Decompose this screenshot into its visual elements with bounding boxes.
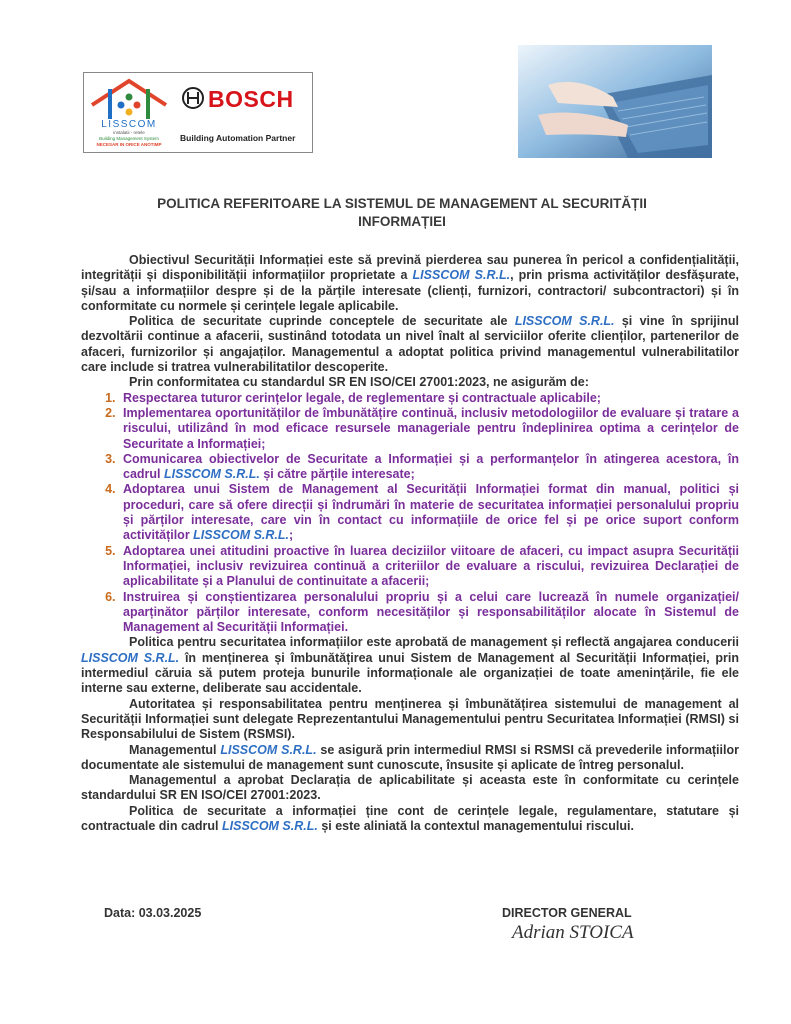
- lisscom-tagline-3: NECESAR IN ORICE ANOTIMP: [96, 142, 162, 147]
- list-item: 6. Instruirea și conștientizarea personalului propriu și a celui care lucrează în numele organizației/ aparținător părților interesate, conform necesităților și responsabilităților alocate în Sistemul de Management al Securității Informației.: [119, 590, 739, 636]
- lisscom-tagline-1: instalatii - retele: [113, 130, 145, 135]
- paragraph-approval: Politica pentru securitatea informațiilor este aprobată de management și reflectă angajarea conducerii LISSCOM S.R.L. în menținerea și îmbunătățirea unui Sistem de Management al Securității Informației, prin intermediul căruia să putem proteja bunurile informaționale ale organizației de toate amenințările, fie ele interne sau externe, deliberate sau accidentale.: [81, 635, 739, 696]
- bosch-subtitle: Building Automation Partner: [180, 133, 296, 143]
- paragraph-conformity: Prin conformitatea cu standardul SR EN ISO/CEI 27001:2023, ne asigurăm de:: [129, 375, 589, 390]
- list-item: 1. Respectarea tuturor cerințelor legale, de reglementare și contractuale aplicabile;: [119, 391, 739, 406]
- bosch-armature-icon: [182, 87, 204, 109]
- list-item: 2. Implementarea oportunităților de îmbunătățire continuă, inclusiv metodologiilor de evaluare și tratare a riscului, utilizând în mod eficace resursele manageriale pentru îndeplinirea optima a cerințelor de Securitate a Informației;: [119, 406, 739, 452]
- policy-body: [81, 253, 739, 834]
- company-name: LISSCOM S.R.L.: [193, 528, 290, 543]
- paragraph-legal-context: Politica de securitate a informației ține cont de cerințele legale, regulamentare, statutare și contractuale din cadrul LISSCOM S.R.L. și este aliniată la contextul managementului riscului.: [81, 803, 739, 833]
- lisscom-name: LISSCOM: [101, 119, 157, 130]
- bosch-brand: BOSCH: [208, 86, 294, 112]
- commitments-list: [81, 391, 739, 636]
- company-name: LISSCOM S.R.L.: [222, 818, 318, 833]
- paragraph-declaration: Managementul a aprobat Declarația de aplicabilitate și aceasta este în conformitate cu cerințele standardului SR EN ISO/CEI 27001:2023.: [81, 773, 739, 803]
- list-item: 5. Adoptarea unei atitudini proactive în luarea deciziilor viitoare de afaceri, cu impact asupra Securității Informației, inclusiv revizuirea continuă a criteriilor de evaluare a riscului, revizuirea Declarației de aplicabilitate și a Planului de continuitate a afacerii;: [119, 544, 739, 590]
- signature: Adrian STOICA: [512, 922, 634, 943]
- signatory-role: DIRECTOR GENERAL: [502, 906, 632, 920]
- list-item: 4. Adoptarea unui Sistem de Management al Securității Informației format din manual, politici și proceduri, care să ofere direcții și îndrumări în materie de securitatea informației personalului propriu și părților interesate, care vin în contact cu informațiile de orice fel și pe orice suport conform activităților LISSCOM S.R.L.;: [119, 482, 739, 543]
- paragraph-management: Managementul LISSCOM S.R.L. se asigură prin intermediul RMSI si RSMSI că prevederile informațiilor documentate ale sistemului de management sunt cunoscute, însusite și aplicate de întreg personalul.: [81, 742, 739, 772]
- partner-logo-box: [83, 72, 313, 153]
- company-name: LISSCOM S.R.L.: [164, 467, 260, 482]
- company-name: LISSCOM S.R.L.: [81, 650, 180, 665]
- paragraph-objective: Obiectivul Securității Informației este să prevină pierderea sau punerea în pericol a confidențialității, integrității și disponibilității informațiilor proprietate a LISSCOM S.R.L., prin prisma activităților desfășurate, și/sau a informațiilor despre și de la părțile interesate (clienți, furnizori, contractori/ subcontractori) și în conformitate cu normele și cerințele legale aplicabile.: [81, 253, 740, 313]
- document-title: POLITICA REFERITOARE LA SISTEMUL DE MANAGEMENT AL SECURITĂȚII INFORMAȚIEI: [157, 196, 647, 229]
- lisscom-logo: [86, 75, 172, 151]
- paragraph-authority: Autoritatea și responsabilitatea pentru menținerea și îmbunătățirea sistemului de management al Securității Informației sunt delegate Reprezentantului Managementului pentru Securitatea Informației (RMSI) si Responsabilului de Sistem (RSMSI).: [81, 696, 739, 742]
- document-date: Data: 03.03.2025: [104, 906, 202, 920]
- laptop-typing-photo: [518, 45, 712, 158]
- company-name: LISSCOM S.R.L.: [514, 314, 615, 329]
- lisscom-tagline-2: Building Management System: [99, 136, 159, 141]
- company-name: LISSCOM S.R.L.: [412, 268, 511, 283]
- paragraph-concepts: Politica de securitate cuprinde conceptele de securitate ale LISSCOM S.R.L. și vine în sprijinul dezvoltării continue a afacerii, sustinând totodata un nivel înalt al serviciilor oferite clienților, partenerilor de afaceri, furnizorilor și angajaților. Managementul a adoptat politica privind managementul vulnerabilitatilor care include si tratrea vulnerabilitatilor descoperite.: [81, 314, 739, 375]
- company-name: LISSCOM S.R.L.: [220, 742, 317, 757]
- list-item: 3. Comunicarea obiectivelor de Securitate a Informației și a performanțelor în atingerea acestora, în cadrul LISSCOM S.R.L. și către părțile interesate;: [119, 452, 739, 483]
